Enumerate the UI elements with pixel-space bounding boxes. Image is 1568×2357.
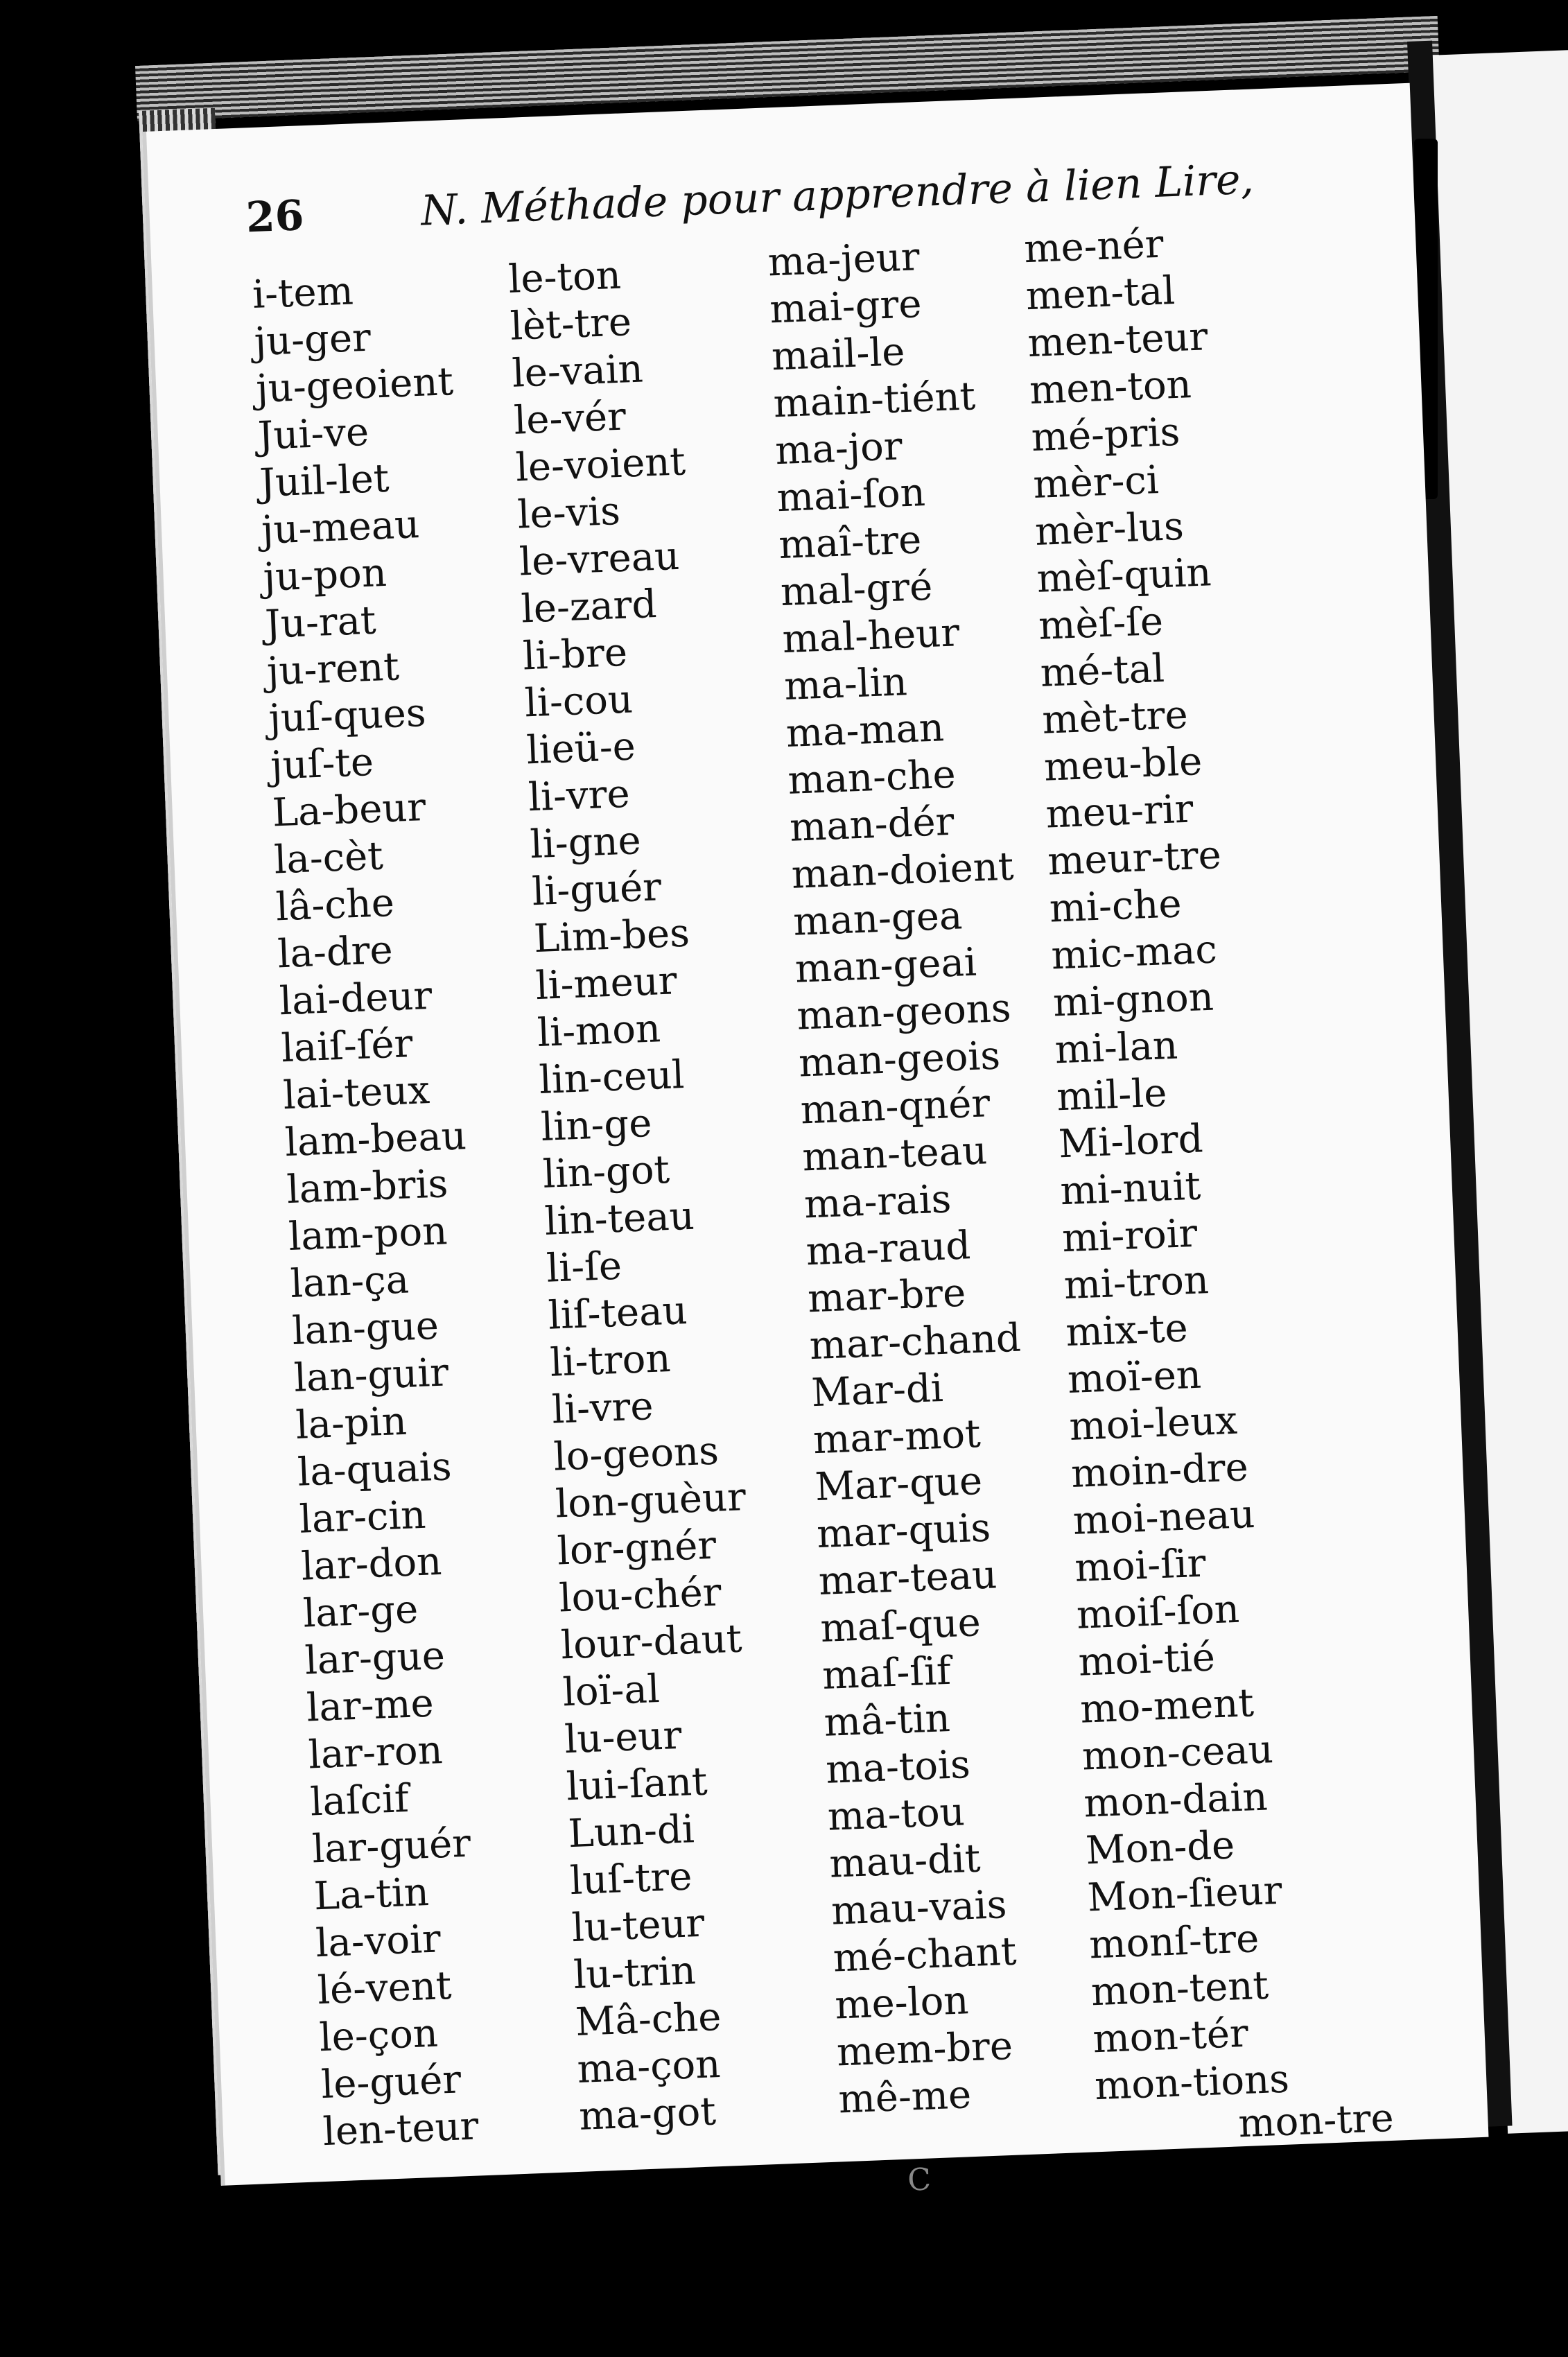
word-entry: mi-lan [1054,1023,1179,1073]
word-entry: mi-tron [1063,1258,1210,1309]
word-entry: lieü-e [525,724,636,774]
word-entry: man-geons [796,985,1012,1039]
word-entry: maî-tre [778,517,923,568]
word-entry: le-vér [513,394,627,444]
word-entry: lé-vent [316,1963,453,2014]
word-entry: mic-mac [1050,927,1218,979]
word-entry: le-vis [516,488,622,538]
word-entry: man-geois [798,1033,1002,1086]
page-number: 26 [245,191,305,243]
word-entry: lar-guér [311,1820,472,1872]
word-entry: mi-che [1048,881,1183,932]
word-entry: monſ-tre [1088,1916,1260,1968]
word-entry: mon-tent [1090,1963,1270,2015]
word-entry: laiſ-ſér [280,1021,414,1072]
word-entry: laſcif [309,1776,410,1825]
word-entry: ju-geoient [255,359,455,412]
word-entry: mail-le [770,329,906,380]
word-entry: man-doient [790,844,1015,898]
word-entry: ju-rent [265,644,400,695]
word-entry: mê-me [837,2072,973,2123]
word-entry: lan-ça [289,1257,410,1307]
word-entry: mon-dain [1083,1774,1269,1827]
word-entry: moiſ-ſon [1075,1586,1241,1638]
word-entry: moi-ſir [1074,1540,1207,1591]
word-entry: lin-got [541,1147,671,1197]
word-entry: lam-pon [288,1208,448,1260]
word-entry: mon-ceau [1081,1727,1274,1780]
word-entry: le-zard [520,582,658,632]
word-entry: men-tal [1025,268,1176,320]
word-entry: man-gea [792,893,964,945]
word-entry: man-geai [794,939,977,992]
word-entry: meu-ble [1043,738,1203,790]
word-entry: mon-tions [1094,2056,1291,2110]
word-entry: li-bre [522,629,629,679]
word-entry: ju-meau [260,502,421,553]
word-entry: la-pin [295,1398,408,1448]
word-entry: me-nér [1023,221,1165,272]
word-entry: lu-eur [564,1712,683,1763]
signature-mark: C [907,2162,932,2198]
word-column-2 [507,249,770,2141]
word-entry: lo-geons [552,1428,720,1480]
word-entry: lan-gue [291,1303,440,1354]
word-entry: lam-beau [284,1113,467,1166]
word-entry: mar-chand [808,1315,1022,1369]
word-entry: lin-ceul [538,1052,686,1103]
word-entry: mèr-ci [1032,458,1160,508]
word-column-3 [767,231,1062,2123]
word-entry: Lun-di [567,1807,695,1857]
word-entry: mix-te [1065,1305,1189,1356]
word-entry: le-guér [320,2057,462,2108]
word-entry: lou-chér [558,1569,722,1621]
word-entry: mai-ſon [776,470,926,521]
word-entry: mal-gré [779,564,934,616]
word-entry: Mon-ſieur [1086,1868,1283,1921]
word-entry: moin-dre [1070,1445,1249,1497]
word-entry: ma-çon [576,2042,722,2092]
word-entry: i-tem [251,268,354,318]
word-entry: me-lon [834,1978,970,2028]
word-entry: lin-teau [543,1193,695,1244]
word-column-4 [1023,219,1290,2111]
word-entry: mar-quis [816,1505,992,1558]
word-entry: le-çon [318,2010,439,2061]
page-title: N. Méthade pour apprendre à lien Lire, [419,155,1255,236]
word-entry: ma-rais [803,1176,952,1228]
word-entry: li-vre [550,1384,654,1433]
word-entry: la-cèt [273,833,384,883]
word-entry: ma-man [785,705,946,756]
word-entry: loï-al [561,1667,661,1716]
word-entry: moi-tié [1077,1635,1217,1685]
word-entry: maſ-ſif [821,1648,952,1698]
word-entry: men-teur [1027,314,1209,367]
word-entry: mau-vais [830,1882,1008,1934]
word-entry: ma-got [578,2089,717,2139]
word-entry: le-vreau [518,533,681,585]
book-page [142,83,1488,2198]
word-entry: lon-guèur [555,1475,747,1527]
word-entry: le-vain [511,346,644,397]
word-entry: men-ton [1029,362,1192,414]
word-entry: la-voir [315,1916,442,1967]
word-entry: mé-tal [1039,645,1166,696]
word-entry: mèt-tre [1041,692,1189,743]
word-entry: mé-pris [1030,409,1181,461]
word-entry: lâ-che [275,880,396,930]
word-entry: mi-roir [1061,1210,1199,1262]
page-content [142,83,1488,2198]
word-entry: lar-cin [298,1492,427,1542]
word-entry: mon-tér [1092,2010,1249,2062]
word-entry: moi-leux [1068,1398,1239,1450]
word-entry: la-quais [297,1444,453,1495]
word-entry: mar-teau [817,1552,998,1605]
word-entry: lar-gue [304,1633,446,1684]
word-entry: len-teur [322,2103,480,2155]
word-entry: man-che [787,751,957,803]
word-entry: lèt-tre [509,299,633,349]
word-entry: lour-daut [560,1616,743,1669]
word-entry: mâ-tin [823,1695,951,1746]
word-entry: lan-guir [293,1350,450,1401]
word-entry: man-qnér [799,1081,991,1133]
word-entry: lar-don [300,1538,443,1590]
word-entry: lar-ge [302,1587,419,1637]
word-entry: li-ſe [546,1243,623,1291]
word-entry: man-dér [788,799,955,851]
word-entry: mèr-lus [1034,503,1185,555]
word-entry: Jui-ve [256,409,370,459]
word-entry: ju-ger [253,315,372,365]
word-entry: meu-rir [1045,786,1194,837]
word-entry: mar-bre [807,1270,967,1322]
word-entry: Mar-di [810,1365,944,1416]
word-entry: mèſ-quin [1036,550,1212,602]
word-entry: lu-teur [570,1900,706,1951]
word-entry: la-dre [277,928,394,977]
word-entry: Mar-que [814,1458,984,1511]
word-entry: Lim-bes [532,910,691,962]
word-entry: juſ-ques [268,690,427,742]
word-entry: mi-nuit [1059,1163,1202,1215]
word-entry: mem-bre [835,2023,1014,2076]
word-entry: mai-gre [769,281,923,333]
word-entry: mar-mot [812,1411,982,1463]
word-entry: mi-gnon [1052,974,1214,1026]
word-entry: lui-ſant [565,1759,708,1810]
word-entry: mal-heur [781,610,961,663]
word-entry: le-voient [514,439,687,491]
word-entry: La-tin [313,1870,430,1920]
word-entry: le-ton [507,252,622,302]
word-entry: mau-dit [828,1836,982,1887]
word-entry: lar-me [306,1680,435,1731]
word-entry: lor-gnér [556,1522,717,1574]
word-entry: Juil-let [259,455,390,506]
word-entry: La-beur [271,785,427,836]
word-entry: Mon-de [1084,1823,1236,1874]
word-entry: moi-neau [1072,1491,1256,1544]
word-entry: meur-tre [1047,833,1222,885]
word-entry: li-vre [528,771,631,821]
word-entry: Ju-rat [264,598,377,647]
word-entry: ju-pon [262,550,387,600]
word-entry: li-guér [531,864,663,915]
word-entry: mo-ment [1079,1680,1255,1732]
word-entry: lam-bris [286,1161,449,1213]
word-entry: juſ-te [270,739,375,789]
word-entry: lin-ge [540,1100,653,1150]
catchword: mon-tre [1237,2095,1395,2147]
word-entry: liſ-teau [547,1288,688,1339]
word-entry: li-meur [534,958,678,1009]
word-entry: moï-en [1066,1352,1203,1403]
word-entry: Mâ-che [574,1994,722,2045]
word-entry: lar-ron [307,1728,444,1778]
word-entry: li-tron [549,1336,672,1386]
word-entry: maſ-que [819,1600,982,1652]
word-entry: li-gne [529,818,642,868]
word-entry: lu-trin [573,1948,697,1999]
word-entry: lai-teux [282,1068,431,1119]
word-entry: luſ-tre [569,1854,693,1904]
word-entry: ma-lin [783,659,908,710]
word-entry: li-mon [537,1006,662,1056]
word-entry: man-teau [801,1128,988,1181]
word-entry: li-cou [523,677,634,727]
word-entry: ma-raud [805,1223,972,1275]
word-column-1 [252,264,521,2156]
word-entry: Mi-lord [1057,1116,1204,1167]
word-entry: ma-tou [826,1789,966,1840]
word-entry: mèſ-ſe [1038,599,1165,649]
word-entry: ma-jor [774,424,903,474]
word-entry: lai-deur [279,973,433,1025]
word-entry: ma-jeur [767,234,921,286]
word-entry: mé-chant [832,1929,1018,1981]
word-entry: ma-tois [825,1741,971,1793]
word-entry: mil-le [1056,1070,1168,1120]
word-entry: main-tiént [772,374,977,427]
